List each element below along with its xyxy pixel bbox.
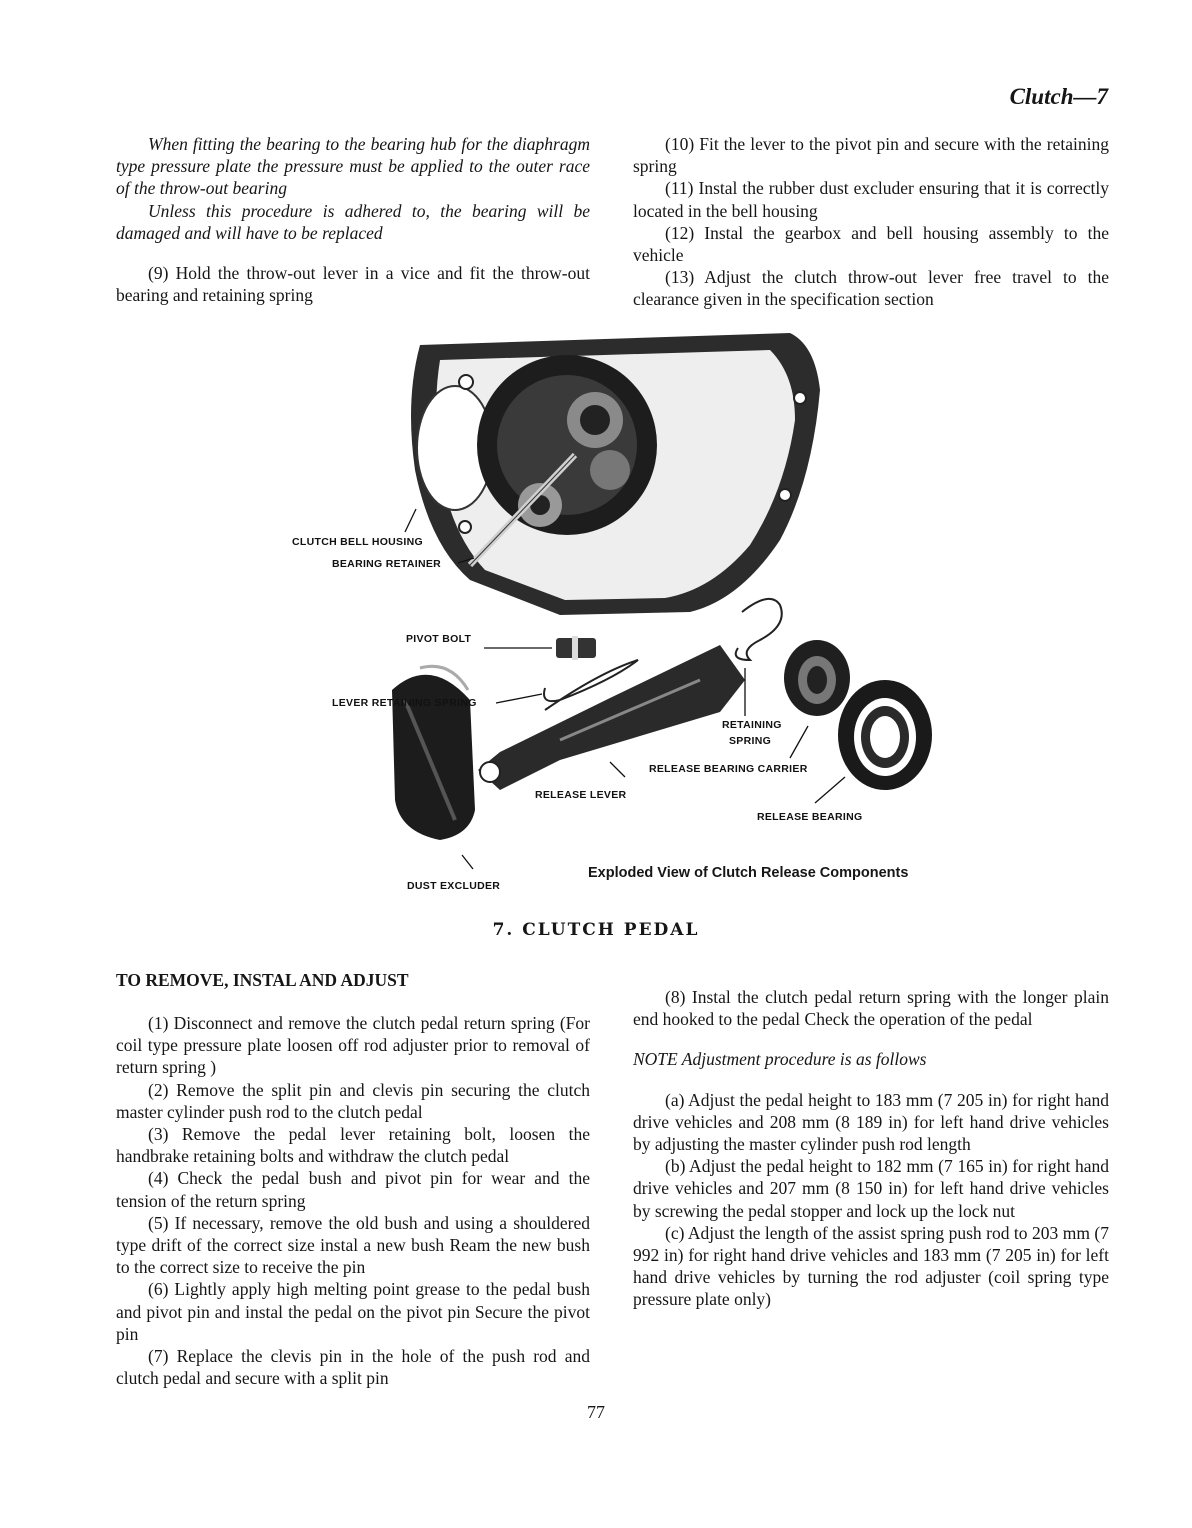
step-12: (12) Instal the gearbox and bell housing assembly to the vehicle xyxy=(633,222,1109,266)
step-13: (13) Adjust the clutch throw-out lever free travel to the clearance given in the specification section xyxy=(633,267,1109,310)
clutch-bell-housing-drawing xyxy=(411,333,820,615)
retaining-spring-drawing xyxy=(736,599,782,660)
label-release-bearing: RELEASE BEARING xyxy=(757,811,863,823)
page-number: 77 xyxy=(587,1402,605,1422)
step-6: (6) Lightly apply high melting point grease to the pedal bush and pivot pin and instal the pedal on the pivot pin Secure the pivot pin xyxy=(116,1279,590,1344)
bearing-warning-note: Unless this procedure is adhered to, the bearing will be damaged and will have to be replaced xyxy=(116,200,590,243)
label-clutch-bell-housing: CLUTCH BELL HOUSING xyxy=(292,536,423,548)
page-header: Clutch—7 xyxy=(1009,84,1108,109)
step-9: (9) Hold the throw-out lever in a vice and fit the throw-out bearing and retaining spring xyxy=(116,263,590,306)
step-c: (c) Adjust the length of the assist spring push rod to 203 mm (7 992 in) for right hand drive vehicles and 183 mm (7 205 in) for left hand drive vehicles by turning the rod adjuster (coil spring type pressure plate only) xyxy=(633,1222,1109,1310)
adjustment-note: NOTE Adjustment procedure is as follows xyxy=(633,1049,927,1070)
section-subheading: TO REMOVE, INSTAL AND ADJUST xyxy=(116,970,409,990)
step-2: (2) Remove the split pin and clevis pin securing the clutch master cylinder push rod to the clutch pedal xyxy=(116,1079,590,1122)
label-retaining-spring-line1: RETAINING xyxy=(722,719,782,731)
label-pivot-bolt: PIVOT BOLT xyxy=(406,633,472,645)
pivot-bolt-drawing xyxy=(556,636,596,660)
label-lever-retaining-spring: LEVER RETAINING SPRING xyxy=(332,697,477,709)
step-5: (5) If necessary, remove the old bush and using a shouldered type drift of the correct size instal a new bush Ream the new bush to the correct size to receive the pin xyxy=(116,1212,590,1278)
figure-caption: Exploded View of Clutch Release Components xyxy=(588,865,909,881)
release-bearing-drawing xyxy=(838,680,932,790)
bottom-right-column xyxy=(633,986,1109,1311)
dust-excluder-drawing xyxy=(392,666,475,840)
step-10: (10) Fit the lever to the pivot pin and secure with the retaining spring xyxy=(633,134,1109,177)
label-retaining-spring-line2: SPRING xyxy=(729,735,772,747)
step-11: (11) Instal the rubber dust excluder ensuring that it is correctly located in the bell housing xyxy=(633,178,1109,221)
section-title: 7. CLUTCH PEDAL xyxy=(492,920,700,940)
release-bearing-carrier-drawing xyxy=(784,640,850,716)
bearing-fitting-note: When fitting the bearing to the bearing hub for the diaphragm type pressure plate the pressure must be applied to the outer race of the throw-out bearing xyxy=(116,134,590,199)
step-4: (4) Check the pedal bush and pivot pin for wear and the tension of the return spring xyxy=(116,1168,590,1211)
label-bearing-retainer: BEARING RETAINER xyxy=(332,558,442,570)
step-1: (1) Disconnect and remove the clutch pedal return spring (For coil type pressure plate loosen off rod adjuster prior to removal of return spring ) xyxy=(116,1013,590,1078)
label-release-lever: RELEASE LEVER xyxy=(535,789,627,801)
label-dust-excluder: DUST EXCLUDER xyxy=(407,880,501,892)
step-3: (3) Remove the pedal lever retaining bolt, loosen the handbrake retaining bolts and withdraw the clutch pedal xyxy=(116,1124,590,1167)
bottom-left-column xyxy=(116,1012,590,1389)
step-7: (7) Replace the clevis pin in the hole of the push rod and clutch pedal and secure with a split pin xyxy=(116,1346,590,1389)
step-8: (8) Instal the clutch pedal return spring with the longer plain end hooked to the pedal Check the operation of the pedal xyxy=(633,987,1109,1030)
step-a: (a) Adjust the pedal height to 183 mm (7 205 in) for right hand drive vehicles and 208 mm (8 189 in) for left hand drive vehicles by adjusting the master cylinder push rod length xyxy=(633,1089,1109,1155)
label-release-bearing-carrier: RELEASE BEARING CARRIER xyxy=(649,763,808,775)
step-b: (b) Adjust the pedal height to 182 mm (7 165 in) for right hand drive vehicles and 207 mm (8 150 in) for left hand drive vehicles by screwing the pedal stopper and lock up the lock nut xyxy=(633,1156,1109,1221)
